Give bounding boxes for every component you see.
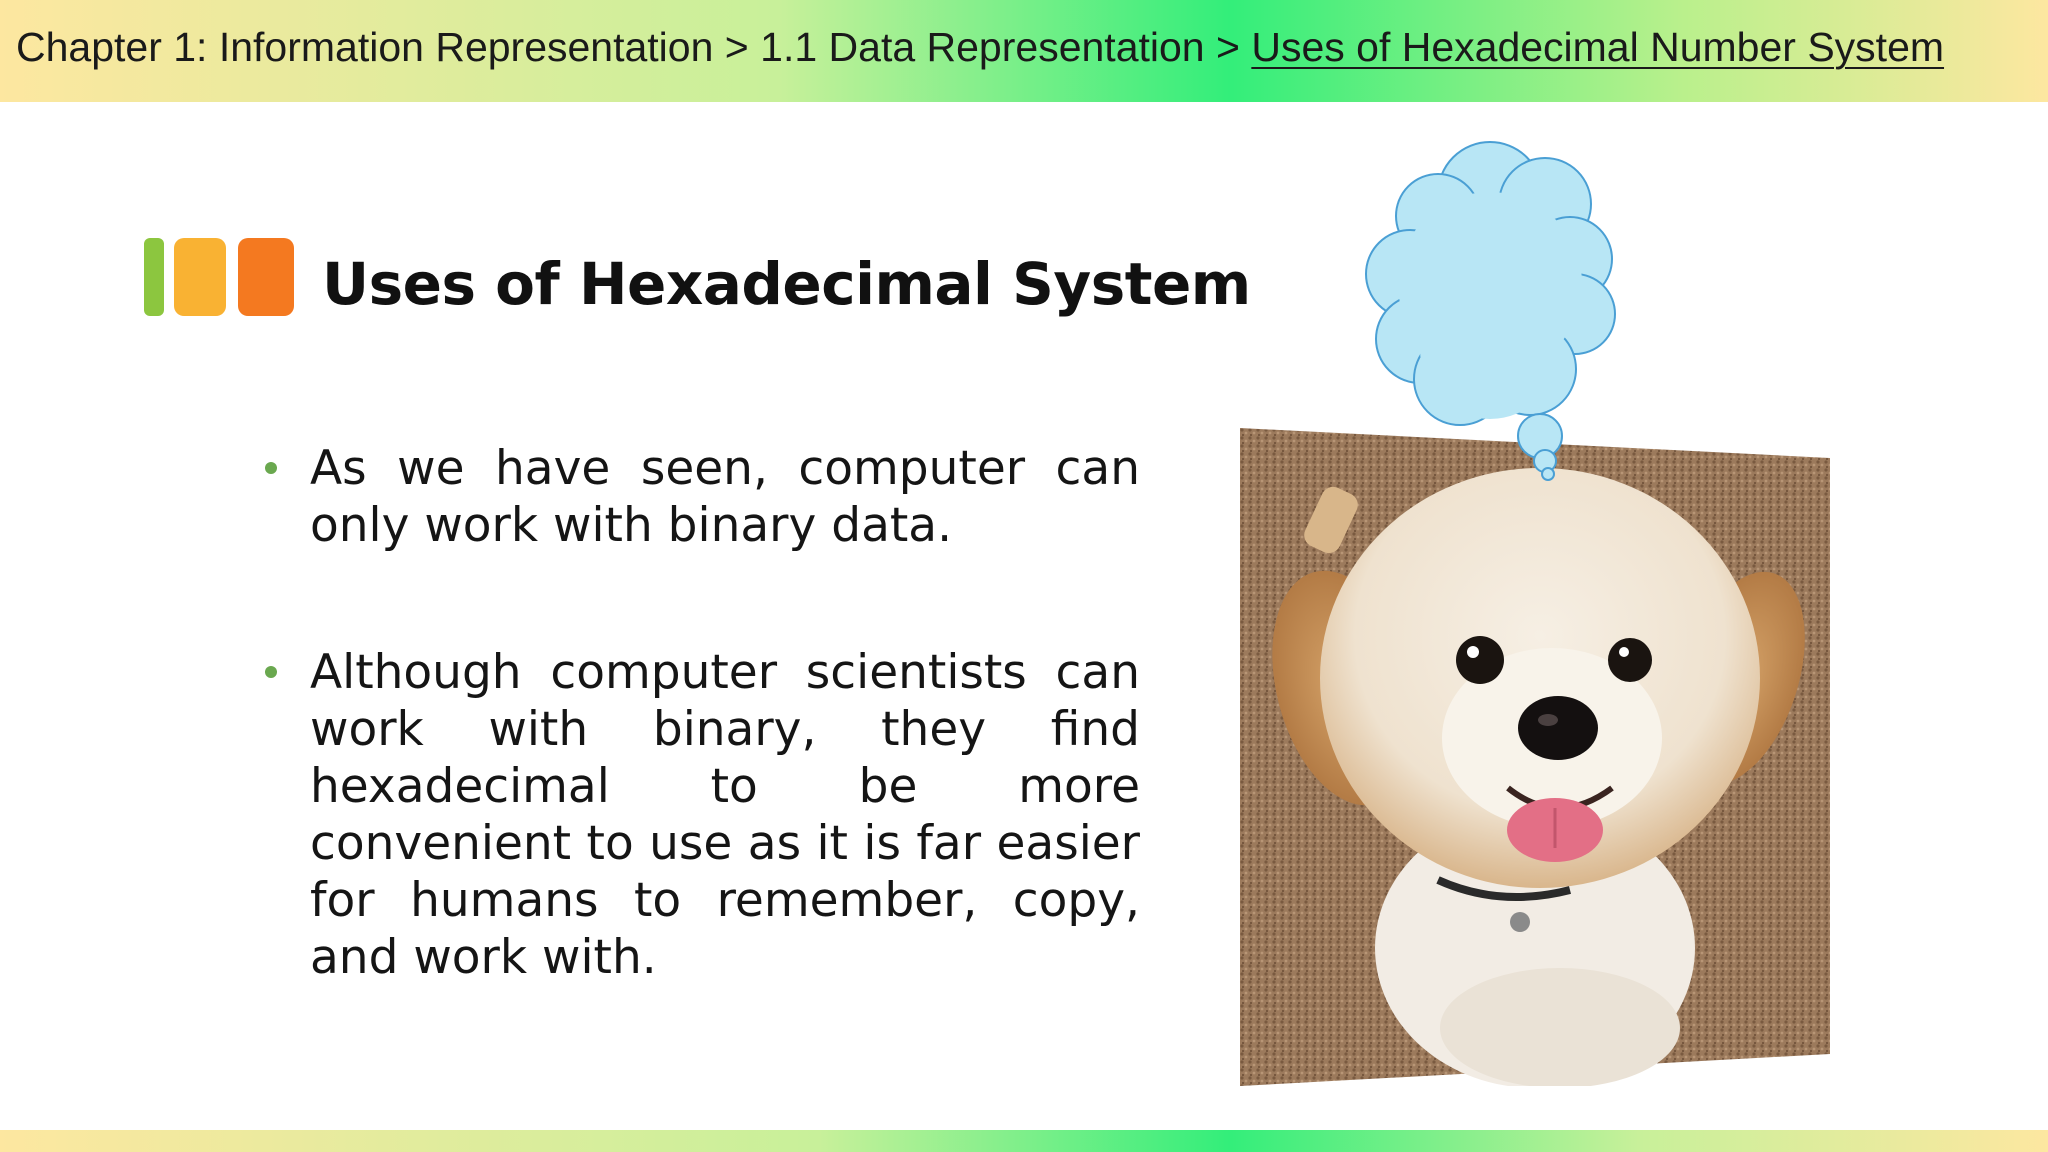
bullet-dot-icon (265, 666, 277, 678)
footer-bar (0, 1130, 2048, 1152)
title-block-green (144, 238, 164, 316)
breadcrumb-chapter[interactable]: Chapter 1: Information Representation (16, 24, 714, 70)
bullet-text: Although computer scientists can work with binary, they find hexadecimal to be more convenient to use as it is far easier for humans to remember, copy, and work with. (310, 645, 1140, 985)
breadcrumb (16, 24, 1944, 71)
slide-title: Uses of Hexadecimal System (322, 250, 1251, 318)
title-block-yellow (174, 238, 226, 316)
breadcrumb-separator: > (1204, 24, 1252, 70)
header-bar (0, 0, 2048, 102)
thought-bubble (1340, 124, 1640, 484)
bullet-item (262, 440, 1140, 554)
bullet-list (262, 440, 1140, 986)
breadcrumb-section[interactable]: 1.1 Data Representation (760, 24, 1205, 70)
bullet-item (262, 644, 1140, 986)
breadcrumb-separator: > (713, 24, 761, 70)
dog-photo (1240, 428, 1830, 1086)
bullet-dot-icon (265, 462, 277, 474)
bullet-text: As we have seen, computer can only work with binary data. (310, 441, 1140, 553)
title-block-orange (238, 238, 294, 316)
breadcrumb-current-link[interactable]: Uses of Hexadecimal Number System (1251, 24, 1945, 70)
